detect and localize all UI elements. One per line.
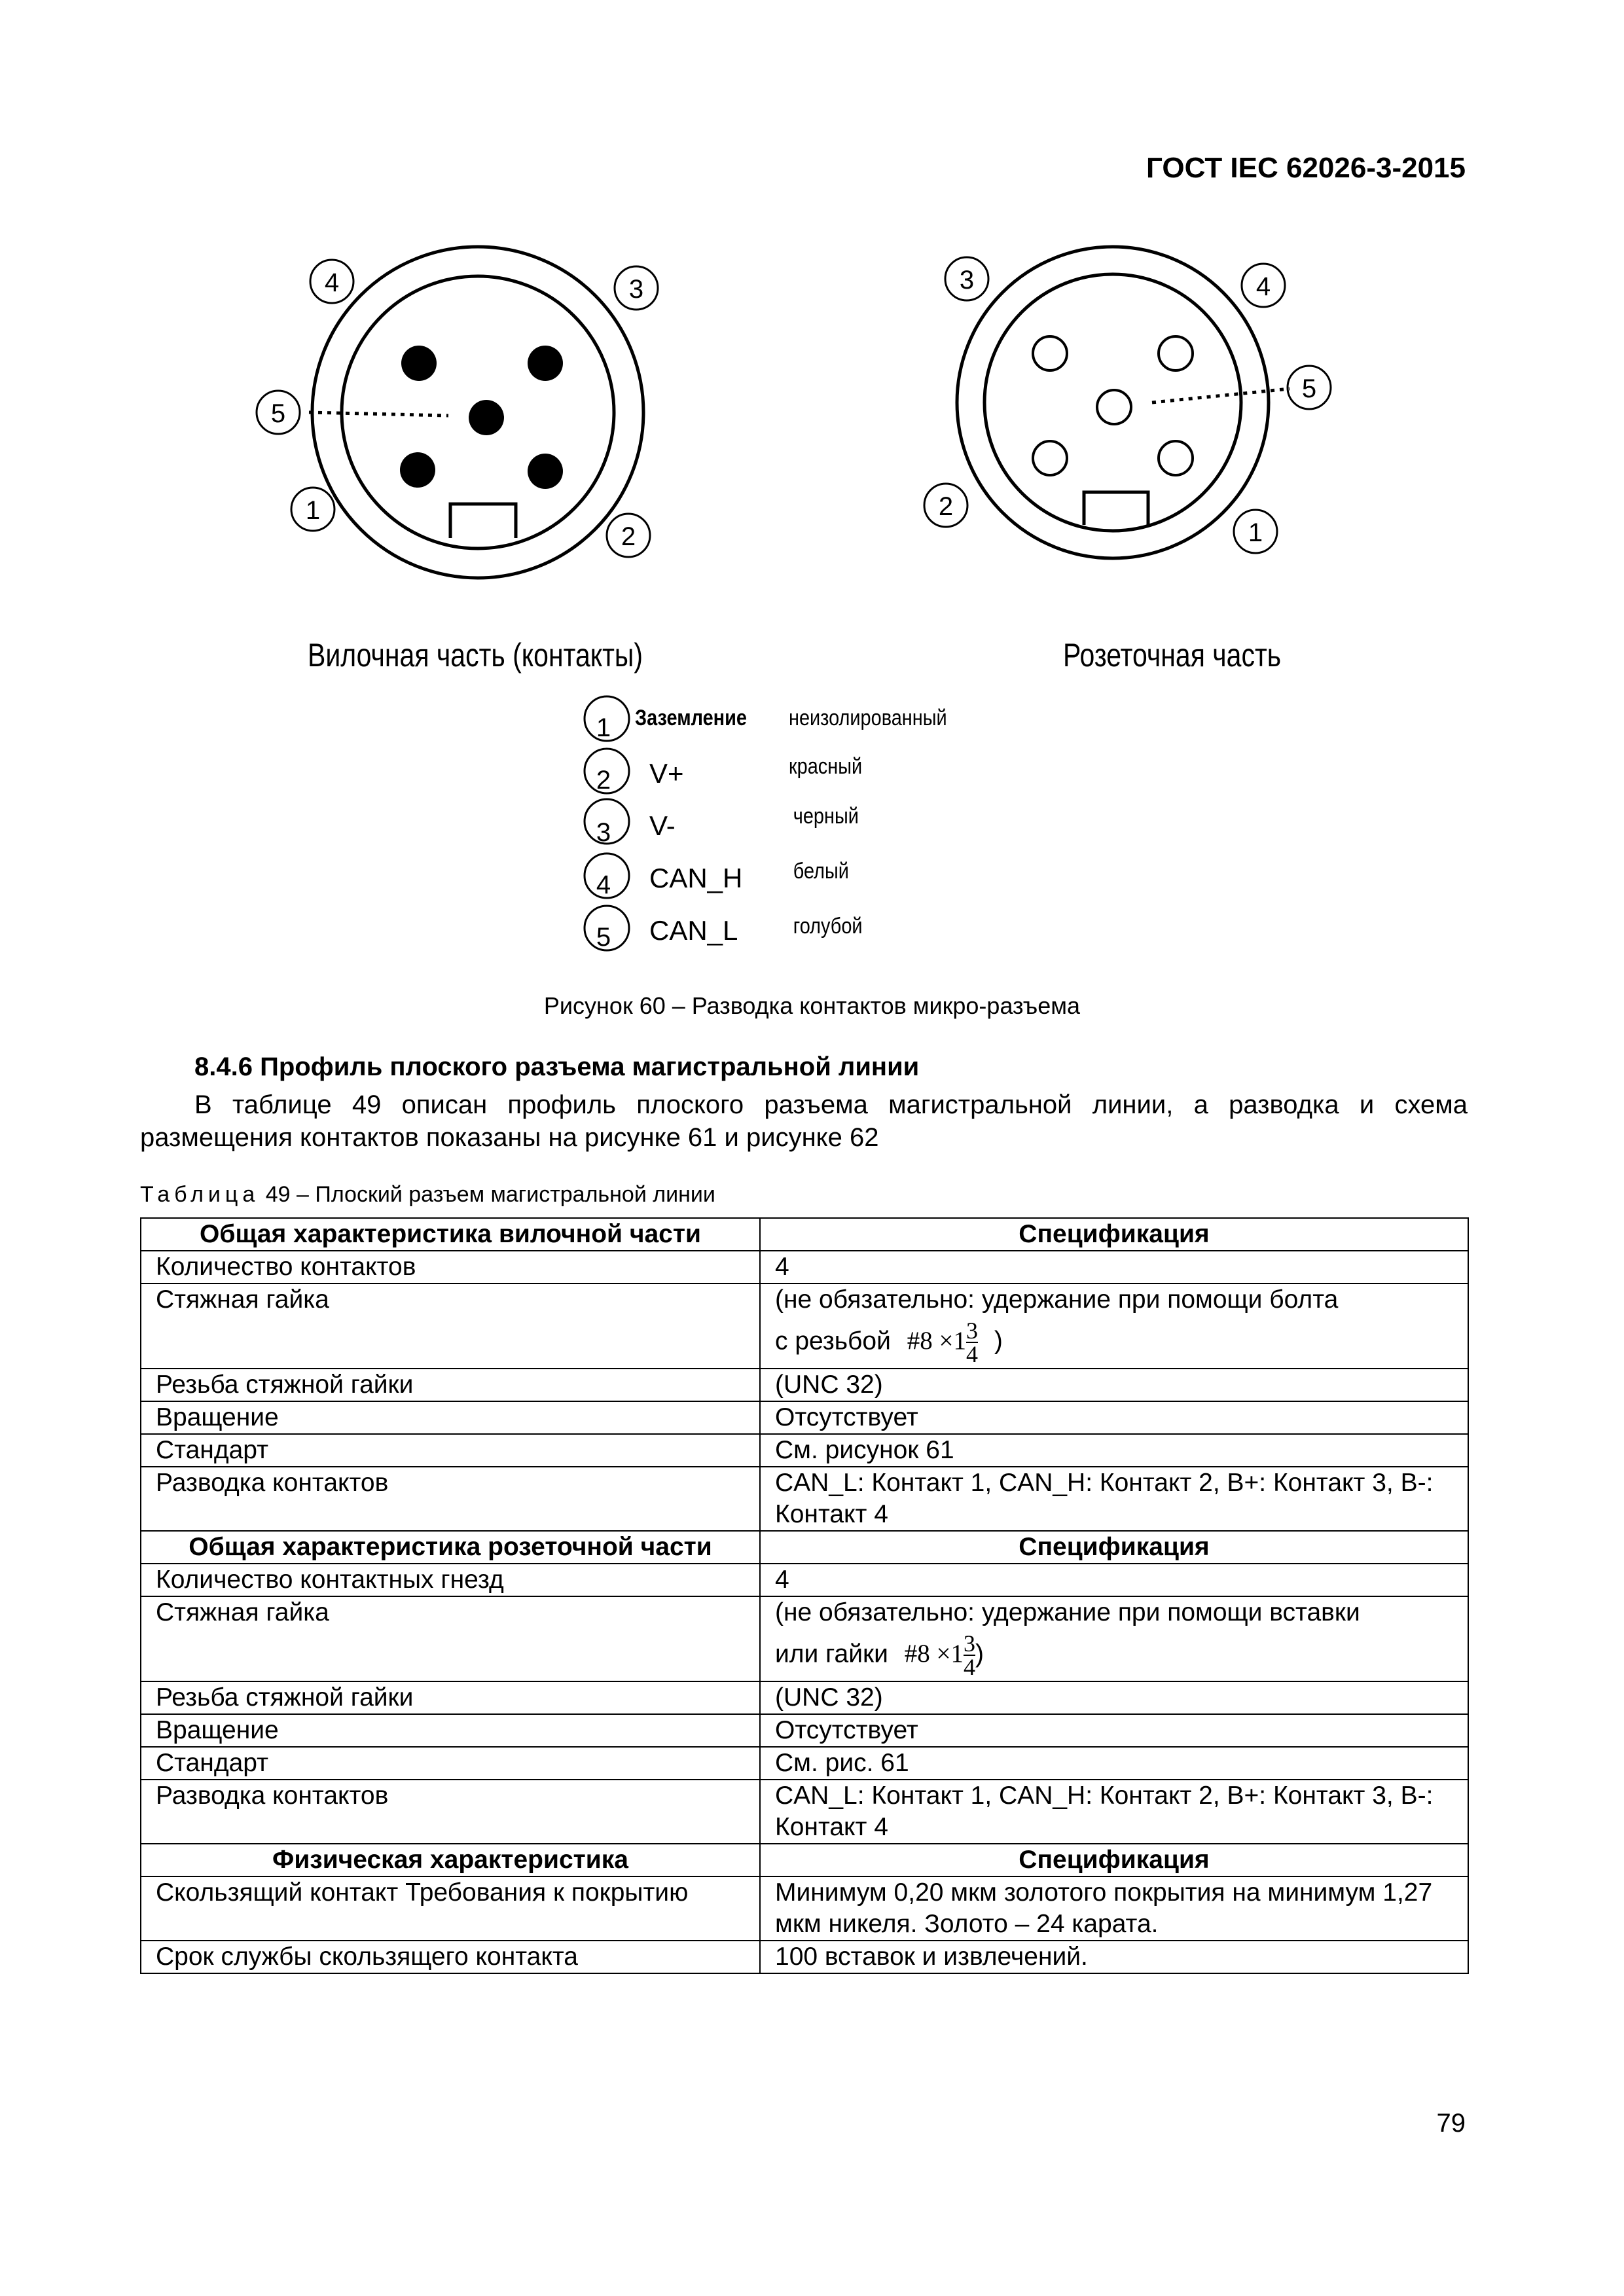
table-row: Разводка контактов CAN_L: Контакт 1, CAN_H: Контакт 2, B+: Контакт 3, B-: Контакт 4 xyxy=(141,1780,1468,1844)
legend-signal-4: CAN_H xyxy=(649,863,743,893)
legend-signals xyxy=(635,706,767,967)
table-header-row: Общая характеристика вилочной части Спецификация xyxy=(141,1218,1468,1251)
plug-pin-4 xyxy=(401,346,437,381)
table-header-row: Общая характеристика розеточной части Спецификация xyxy=(141,1531,1468,1564)
legend-color-5: голубой xyxy=(793,914,863,939)
plug-pin-1 xyxy=(400,452,435,488)
spec-table xyxy=(140,1217,1469,1974)
plug-callout-5: 5 xyxy=(270,399,286,428)
socket-callout-2: 2 xyxy=(938,492,954,521)
body-paragraph: В таблице 49 описан профиль плоского разъема магистральной линии, а разводка и схема размещения контактов показаны на рисунке 61 и рисунке 62 xyxy=(140,1090,1468,1152)
table-header-row: Физическая характеристика Спецификация xyxy=(141,1844,1468,1876)
table-row: Резьба стяжной гайки (UNC 32) xyxy=(141,1681,1468,1714)
plug-key xyxy=(450,504,516,538)
legend-color-2: красный xyxy=(789,754,863,779)
legend-signal-2: V+ xyxy=(649,758,684,789)
socket-hole-2 xyxy=(1033,441,1067,475)
legend-colors xyxy=(789,706,947,966)
table-title-text: 49 – Плоский разъем магистральной линии xyxy=(259,1182,715,1207)
page-number: 79 xyxy=(1436,2109,1466,2138)
socket-callout-4: 4 xyxy=(1255,272,1271,301)
plug-pin-5 xyxy=(469,400,504,435)
legend-numbers: 1 2 3 4 5 xyxy=(596,713,611,952)
table-row: Срок службы скользящего контакта 100 вставок и извлечений. xyxy=(141,1941,1468,1973)
table-row: Вращение Отсутствует xyxy=(141,1401,1468,1434)
socket-callout-5: 5 xyxy=(1301,374,1317,403)
table-row: Вращение Отсутствует xyxy=(141,1714,1468,1747)
socket-label: Розеточная часть xyxy=(1063,637,1282,673)
plug-callout-2: 2 xyxy=(621,522,636,551)
table-row: Стандарт См. рис. 61 xyxy=(141,1747,1468,1780)
socket-hole-5 xyxy=(1097,390,1131,424)
legend-color-3: черный xyxy=(793,804,859,829)
table-row: Количество контактных гнезд 4 xyxy=(141,1564,1468,1596)
plug-connector xyxy=(309,247,643,578)
legend-signal-1: Заземление xyxy=(635,706,747,730)
socket-hole-4 xyxy=(1159,336,1193,370)
table-title xyxy=(140,1182,715,1208)
legend-signal-3: V- xyxy=(649,810,676,841)
legend-color-4: белый xyxy=(793,859,849,884)
table-row: Стяжная гайка (не обязательно: удержание при помощи болта с резьбой #8 ×1 $\frac{3}{4}$ ) xyxy=(141,1283,1468,1369)
table-row: Стандарт См. рисунок 61 xyxy=(141,1434,1468,1467)
table-title-prefix: Таблица xyxy=(140,1182,260,1207)
section-heading: 8.4.6 Профиль плоского разъема магистральной линии xyxy=(194,1052,920,1081)
plug-label: Вилочная часть (контакты) xyxy=(308,637,643,673)
socket-hole-1 xyxy=(1159,441,1193,475)
plug-callout-4: 4 xyxy=(324,268,340,297)
legend-signal-5: CAN_L xyxy=(649,915,738,946)
table-row: Стяжная гайка (не обязательно: удержание при помощи вставки или гайки #8 ×1 $\frac{3}{4}$ ) xyxy=(141,1596,1468,1681)
plug-pin-3 xyxy=(528,346,563,381)
plug-pin-2 xyxy=(528,454,563,489)
table-row: Количество контактов 4 xyxy=(141,1251,1468,1283)
socket-connector xyxy=(957,247,1290,558)
figure-caption: Рисунок 60 – Разводка контактов микро-разъема xyxy=(543,992,1081,1019)
socket-key xyxy=(1084,492,1148,525)
document-header: ГОСТ IEC 62026-3-2015 xyxy=(1146,152,1466,184)
table-row: Разводка контактов CAN_L: Контакт 1, CAN_H: Контакт 2, B+: Контакт 3, B-: Контакт 4 xyxy=(141,1467,1468,1531)
socket-callout-3: 3 xyxy=(959,266,975,295)
plug-callout-3: 3 xyxy=(628,275,644,304)
socket-callout-1: 1 xyxy=(1248,518,1263,547)
figure-60 xyxy=(223,236,1414,1021)
plug-callout-1: 1 xyxy=(305,496,321,525)
plug-leader-5 xyxy=(309,412,448,416)
table-row: Резьба стяжной гайки (UNC 32) xyxy=(141,1369,1468,1401)
legend-color-1: неизолированный xyxy=(789,706,947,730)
socket-outer-ring xyxy=(957,247,1269,558)
table-row: Скользящий контакт Требования к покрытию Минимум 0,20 мкм золотого покрытия на минимум 1,27 мкм никеля. Золото – 24 карата. xyxy=(141,1876,1468,1941)
socket-hole-3 xyxy=(1033,336,1067,370)
